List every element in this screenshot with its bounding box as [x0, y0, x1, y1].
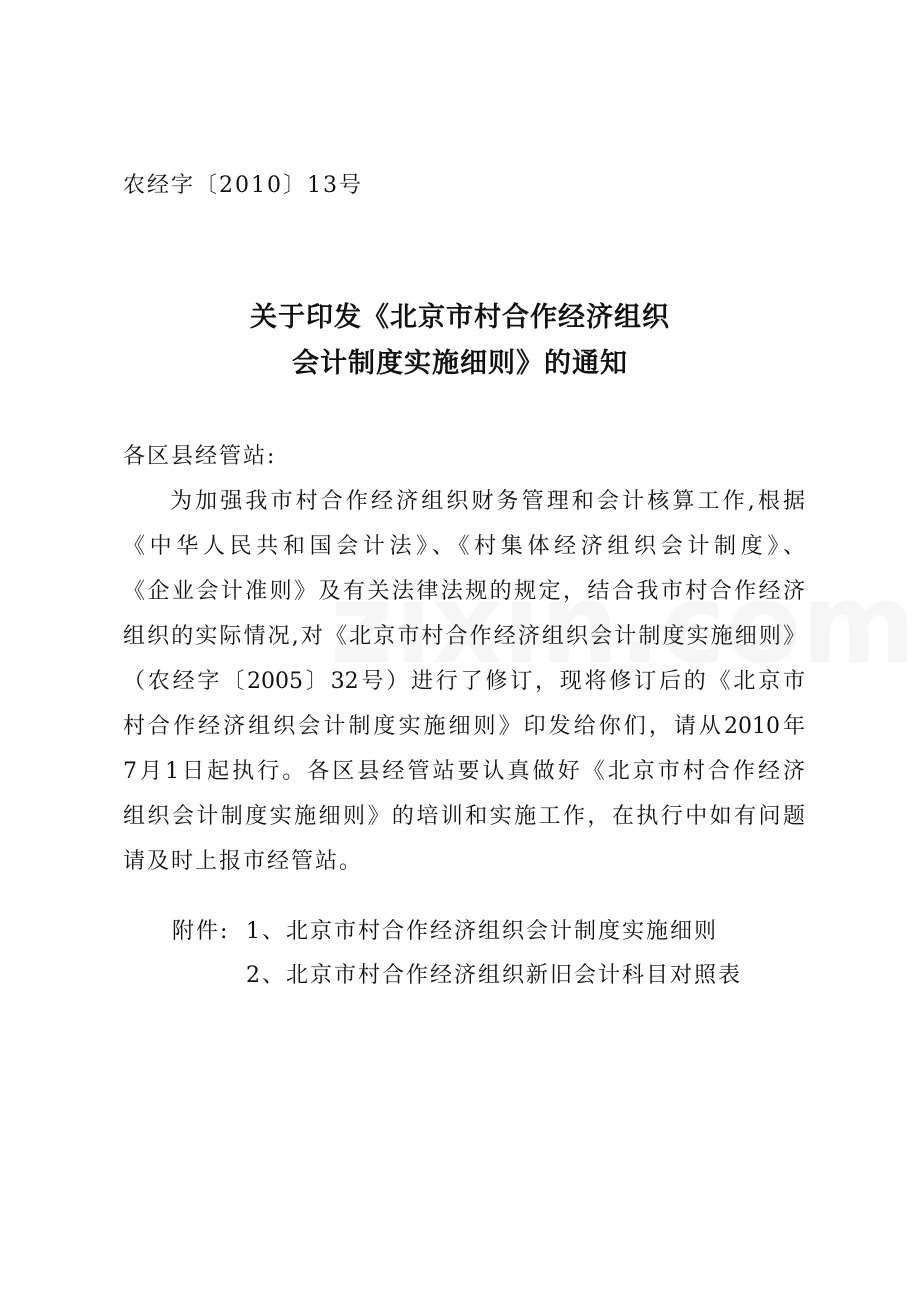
body-line: 《企业会计准则》及有关法律法规的规定，结合我市村合作经济 — [123, 579, 805, 604]
attachments-label: 附件: — [172, 919, 230, 944]
body-line: 村合作经济组织会计制度实施细则》印发给你们，请从2010年 — [123, 714, 805, 739]
attachment-item: 1、北京市村合作经济组织会计制度实施细则 — [246, 919, 718, 944]
body-line: 组织会计制度实施细则》的培训和实施工作，在执行中如有问题 — [123, 804, 805, 829]
body-line: 组织的实际情况,对《北京市村合作经济组织会计制度实施细则》 — [123, 624, 805, 649]
title-line-1: 关于印发《北京市村合作经济组织 — [250, 302, 670, 333]
body-line: 7月1日起执行。各区县经管站要认真做好《北京市村合作经济 — [123, 759, 805, 784]
body-line: （农经字〔2005〕32号）进行了修订，现将修订后的《北京市 — [123, 669, 805, 694]
document-number: 农经字〔2010〕13号 — [123, 173, 363, 198]
attachment-item: 2、北京市村合作经济组织新旧会计科目对照表 — [246, 963, 742, 988]
body-line: 请及时上报市经管站。 — [123, 849, 364, 874]
title-line-2: 会计制度实施细则》的通知 — [292, 348, 628, 379]
body-line: 为加强我市村合作经济组织财务管理和会计核算工作,根据 — [170, 489, 805, 514]
salutation: 各区县经管站: — [123, 444, 277, 469]
body-line: 《中华人民共和国会计法》、《村集体经济组织会计制度》、 — [123, 534, 805, 559]
